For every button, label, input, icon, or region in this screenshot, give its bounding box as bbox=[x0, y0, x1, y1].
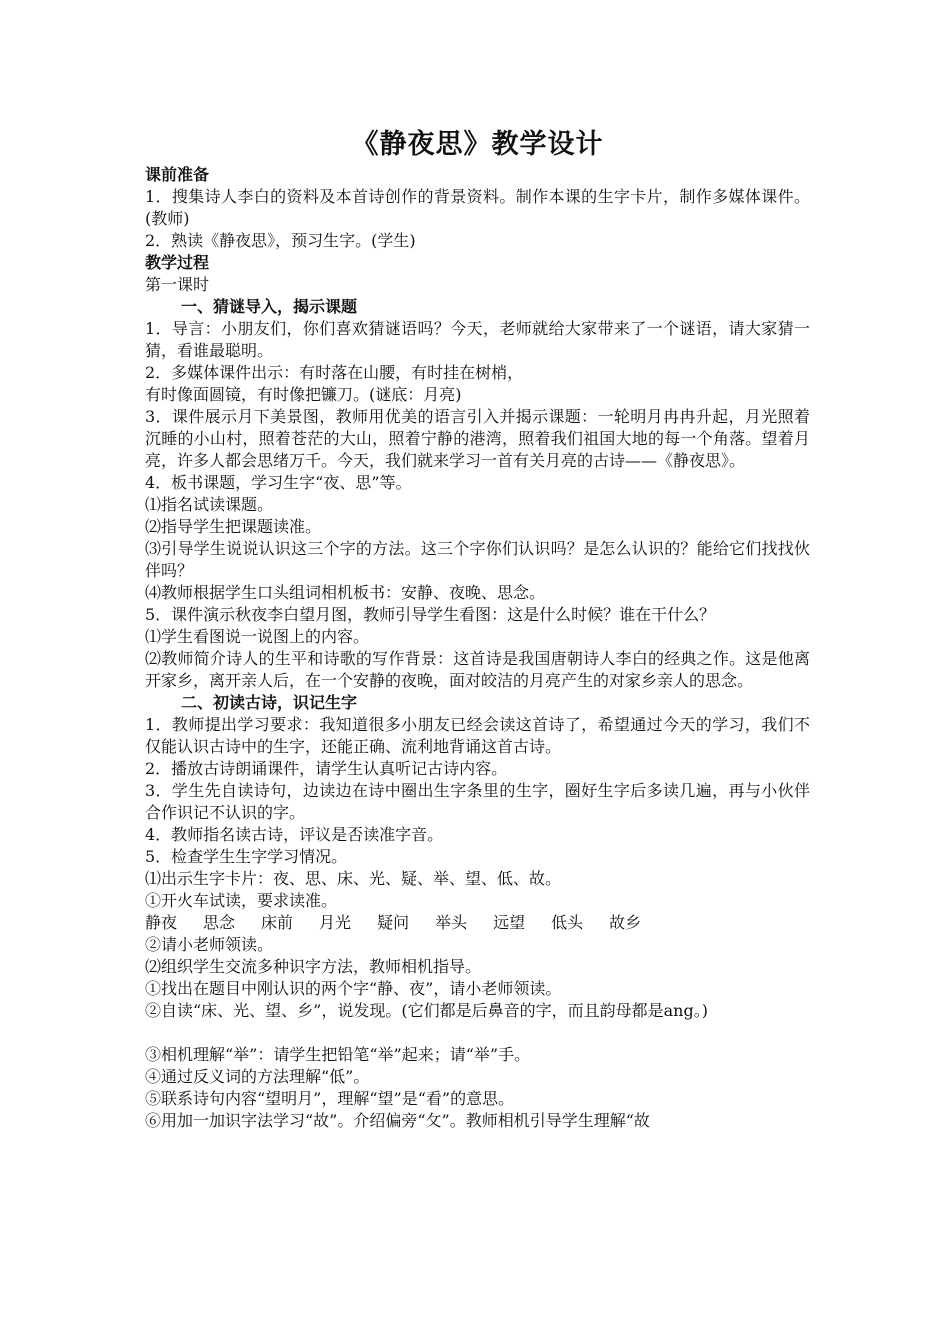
section-heading: 一、猜谜导入，揭示课题 bbox=[181, 297, 358, 316]
paragraph: ③相机理解“举”：请学生把铅笔“举”起来；请“举”手。 bbox=[145, 1045, 531, 1064]
paragraph: 4．教师指名读古诗，评议是否读准字音。 bbox=[145, 825, 444, 844]
paragraph: ⑴指名试读课题。 bbox=[145, 495, 274, 514]
paragraph: 有时像面圆镜，有时像把镰刀。(谜底：月亮) bbox=[145, 385, 462, 404]
paragraph: ⑴学生看图说一说图上的内容。 bbox=[145, 627, 370, 646]
paragraph: 3．学生先自读诗句，边读边在诗中圈出生字条里的生字，圈好生字后多读几遍，再与小伙伴合作识记不认识的字。 bbox=[145, 781, 810, 822]
section2-body bbox=[145, 714, 810, 1132]
paragraph: 2．播放古诗朗诵课件，请学生认真听记古诗内容。 bbox=[145, 759, 508, 778]
prep-item: 2．熟读《静夜思》，预习生字。(学生) bbox=[145, 231, 416, 250]
paragraph: 1．教师提出学习要求：我知道很多小朋友已经会读这首诗了，希望通过今天的学习，我们不仅能认识古诗中的生字，还能正确、流利地背诵这首古诗。 bbox=[145, 715, 810, 756]
paragraph: ⑵教师简介诗人的生平和诗歌的写作背景：这首诗是我国唐朝诗人李白的经典之作。这是他离开家乡，离开亲人后，在一个安静的夜晚，面对皎洁的月亮产生的对家乡亲人的思念。 bbox=[145, 649, 810, 690]
vocab-word: 低头 bbox=[551, 913, 584, 932]
paragraph: 1．导言：小朋友们，你们喜欢猜谜语吗？今天，老师就给大家带来了一个谜语，请大家猜一猜，看谁最聪明。 bbox=[145, 319, 810, 360]
vocab-word: 故乡 bbox=[609, 913, 642, 932]
vocab-word: 举头 bbox=[435, 913, 468, 932]
document-page bbox=[145, 126, 810, 1132]
paragraph: ⑵指导学生把课题读准。 bbox=[145, 517, 322, 536]
vocab-word: 远望 bbox=[493, 913, 526, 932]
prep-heading: 课前准备 bbox=[145, 165, 210, 184]
paragraph: ①找出在题目中刚认识的两个字“静、夜”，请小老师领读。 bbox=[145, 979, 562, 998]
prep-item: 1．搜集诗人李白的资料及本首诗创作的背景资料。制作本课的生字卡片，制作多媒体课件。(教师) bbox=[145, 187, 810, 228]
paragraph: ⑴出示生字卡片：夜、思、床、光、疑、举、望、低、故。 bbox=[145, 869, 562, 888]
paragraph: ②自读“床、光、望、乡”，说发现。(它们都是后鼻音的字，而且韵母都是ang。) bbox=[145, 1001, 708, 1020]
vocab-word-list bbox=[145, 912, 810, 934]
vocab-word: 床前 bbox=[261, 913, 294, 932]
section-heading: 二、初读古诗，识记生字 bbox=[181, 693, 358, 712]
paragraph: 5．课件演示秋夜李白望月图，教师引导学生看图：这是什么时候？谁在干什么？ bbox=[145, 605, 716, 624]
paragraph: ⑷教师根据学生口头组词相机板书：安静、夜晚、思念。 bbox=[145, 583, 546, 602]
paragraph: 4．板书课题，学习生字“夜、思”等。 bbox=[145, 473, 412, 492]
paragraph: 3．课件展示月下美景图，教师用优美的语言引入并揭示课题：一轮明月冉冉升起，月光照着沉睡的小山村，照着苍茫的大山，照着宁静的港湾，照着我们祖国大地的每一个角落。望着月亮，许多人都会思绪万千。今天，我们就来学习一首有关月亮的古诗——《静夜思》。 bbox=[145, 407, 810, 470]
process-heading: 教学过程 bbox=[145, 253, 210, 272]
paragraph: ②请小老师领读。 bbox=[145, 935, 274, 954]
period-label: 第一课时 bbox=[145, 275, 210, 294]
paragraph: 5．检查学生生字学习情况。 bbox=[145, 847, 348, 866]
section1-body bbox=[145, 318, 810, 692]
vocab-word: 静夜 bbox=[145, 913, 178, 932]
paragraph: 2．多媒体课件出示：有时落在山腰，有时挂在树梢， bbox=[145, 363, 524, 382]
paragraph: ⑶引导学生说说认识这三个字的方法。这三个字你们认识吗？是怎么认识的？能给它们找找伙伴吗？ bbox=[145, 539, 810, 580]
vocab-word: 思念 bbox=[203, 913, 236, 932]
page-title: 《静夜思》教学设计 bbox=[351, 129, 604, 160]
vocab-word: 疑问 bbox=[377, 913, 410, 932]
vocab-word: 月光 bbox=[319, 913, 352, 932]
paragraph: ⑵组织学生交流多种识字方法，教师相机指导。 bbox=[145, 957, 482, 976]
blank-line bbox=[145, 1022, 810, 1044]
paragraph: ④通过反义词的方法理解“低”。 bbox=[145, 1067, 370, 1086]
paragraph: ⑥用加一加识字法学习“故”。介绍偏旁“攵”。教师相机引导学生理解“故 bbox=[145, 1111, 650, 1130]
paragraph: ①开火车试读，要求读准。 bbox=[145, 891, 338, 910]
paragraph: ⑤联系诗句内容“望明月”，理解“望”是“看”的意思。 bbox=[145, 1089, 515, 1108]
